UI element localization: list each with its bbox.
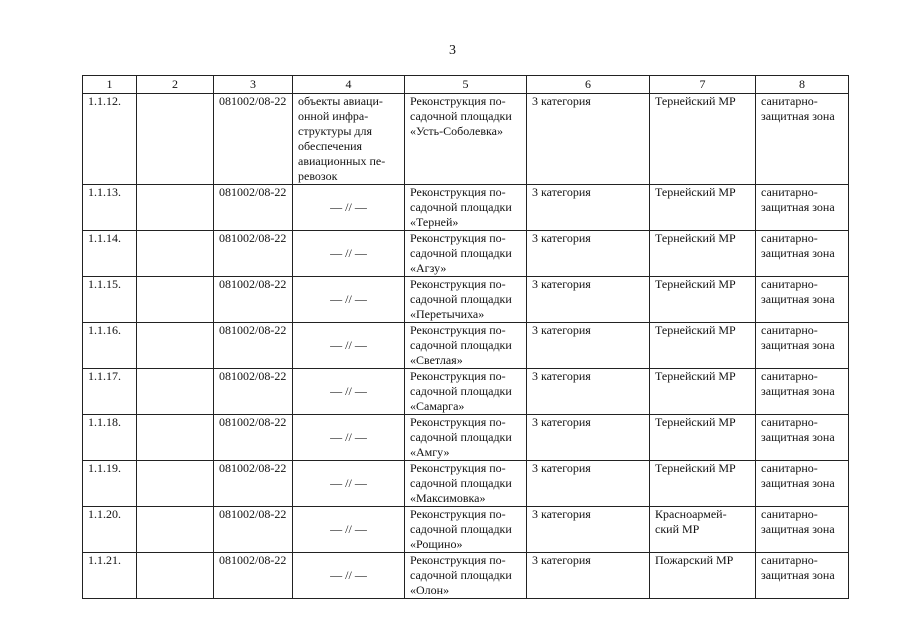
object-type-cell: — // — (293, 507, 405, 553)
district-cell: Тернейский МР (650, 461, 756, 507)
header-cell: 7 (650, 76, 756, 94)
district-cell: Тернейский МР (650, 94, 756, 185)
code-cell: 081002/08-22 (214, 231, 293, 277)
row-number-cell: 1.1.15. (83, 277, 137, 323)
empty-cell (137, 185, 214, 231)
header-cell: 4 (293, 76, 405, 94)
row-number-cell: 1.1.12. (83, 94, 137, 185)
table-row (83, 185, 849, 231)
zone-cell: санитарно- защитная зона (756, 94, 849, 185)
row-number-cell: 1.1.13. (83, 185, 137, 231)
category-cell: 3 категория (527, 185, 650, 231)
code-cell: 081002/08-22 (214, 461, 293, 507)
empty-cell (137, 507, 214, 553)
row-number-cell: 1.1.16. (83, 323, 137, 369)
empty-cell (137, 553, 214, 599)
zone-cell: санитарно- защитная зона (756, 369, 849, 415)
row-number-cell: 1.1.17. (83, 369, 137, 415)
header-cell: 1 (83, 76, 137, 94)
code-cell: 081002/08-22 (214, 507, 293, 553)
project-name-cell: Реконструкция по- садочной площадки «Амгу» (405, 415, 527, 461)
category-cell: 3 категория (527, 415, 650, 461)
empty-cell (137, 323, 214, 369)
district-cell: Тернейский МР (650, 415, 756, 461)
header-row (83, 76, 849, 94)
header-cell: 3 (214, 76, 293, 94)
object-type-cell: — // — (293, 323, 405, 369)
empty-cell (137, 277, 214, 323)
project-name-cell: Реконструкция по- садочной площадки «Максимовка» (405, 461, 527, 507)
row-number-cell: 1.1.21. (83, 553, 137, 599)
code-cell: 081002/08-22 (214, 277, 293, 323)
project-name-cell: Реконструкция по- садочной площадки «Агзу» (405, 231, 527, 277)
project-name-cell: Реконструкция по- садочной площадки «Олон» (405, 553, 527, 599)
header-cell: 2 (137, 76, 214, 94)
zone-cell: санитарно- защитная зона (756, 415, 849, 461)
row-number-cell: 1.1.19. (83, 461, 137, 507)
code-cell: 081002/08-22 (214, 369, 293, 415)
object-type-cell: — // — (293, 415, 405, 461)
category-cell: 3 категория (527, 507, 650, 553)
object-type-cell: — // — (293, 277, 405, 323)
header-cell: 8 (756, 76, 849, 94)
project-name-cell: Реконструкция по- садочной площадки «Светлая» (405, 323, 527, 369)
district-cell: Тернейский МР (650, 185, 756, 231)
object-type-cell: — // — (293, 185, 405, 231)
zone-cell: санитарно- защитная зона (756, 507, 849, 553)
project-name-cell: Реконструкция по- садочной площадки «Рощино» (405, 507, 527, 553)
table-row (83, 369, 849, 415)
table-row (83, 461, 849, 507)
planning-table (82, 75, 849, 599)
header-cell: 6 (527, 76, 650, 94)
district-cell: Тернейский МР (650, 277, 756, 323)
zone-cell: санитарно- защитная зона (756, 231, 849, 277)
code-cell: 081002/08-22 (214, 323, 293, 369)
table-row (83, 553, 849, 599)
object-type-cell: — // — (293, 553, 405, 599)
empty-cell (137, 369, 214, 415)
district-cell: Тернейский МР (650, 323, 756, 369)
empty-cell (137, 415, 214, 461)
object-type-cell: — // — (293, 369, 405, 415)
table-row (83, 415, 849, 461)
zone-cell: санитарно- защитная зона (756, 323, 849, 369)
category-cell: 3 категория (527, 553, 650, 599)
category-cell: 3 категория (527, 461, 650, 507)
empty-cell (137, 231, 214, 277)
code-cell: 081002/08-22 (214, 415, 293, 461)
page-number: 3 (449, 43, 456, 58)
object-type-cell: — // — (293, 461, 405, 507)
category-cell: 3 категория (527, 323, 650, 369)
district-cell: Тернейский МР (650, 231, 756, 277)
district-cell: Пожарский МР (650, 553, 756, 599)
table-row (83, 323, 849, 369)
category-cell: 3 категория (527, 369, 650, 415)
empty-cell (137, 94, 214, 185)
zone-cell: санитарно- защитная зона (756, 277, 849, 323)
category-cell: 3 категория (527, 231, 650, 277)
table-row (83, 94, 849, 185)
district-cell: Красноармей- ский МР (650, 507, 756, 553)
object-type-cell: объекты авиаци- онной инфра- структуры для обеспечения авиационных пе- ревозок (293, 94, 405, 185)
district-cell: Тернейский МР (650, 369, 756, 415)
object-type-cell: — // — (293, 231, 405, 277)
row-number-cell: 1.1.18. (83, 415, 137, 461)
code-cell: 081002/08-22 (214, 185, 293, 231)
table-row (83, 507, 849, 553)
project-name-cell: Реконструкция по- садочной площадки «Перетычиха» (405, 277, 527, 323)
zone-cell: санитарно- защитная зона (756, 553, 849, 599)
empty-cell (137, 461, 214, 507)
code-cell: 081002/08-22 (214, 94, 293, 185)
header-cell: 5 (405, 76, 527, 94)
project-name-cell: Реконструкция по- садочной площадки «Усть-Соболевка» (405, 94, 527, 185)
zone-cell: санитарно- защитная зона (756, 461, 849, 507)
project-name-cell: Реконструкция по- садочной площадки «Терней» (405, 185, 527, 231)
code-cell: 081002/08-22 (214, 553, 293, 599)
row-number-cell: 1.1.14. (83, 231, 137, 277)
zone-cell: санитарно- защитная зона (756, 185, 849, 231)
table-row (83, 231, 849, 277)
project-name-cell: Реконструкция по- садочной площадки «Самарга» (405, 369, 527, 415)
row-number-cell: 1.1.20. (83, 507, 137, 553)
category-cell: 3 категория (527, 277, 650, 323)
table-row (83, 277, 849, 323)
category-cell: 3 категория (527, 94, 650, 185)
